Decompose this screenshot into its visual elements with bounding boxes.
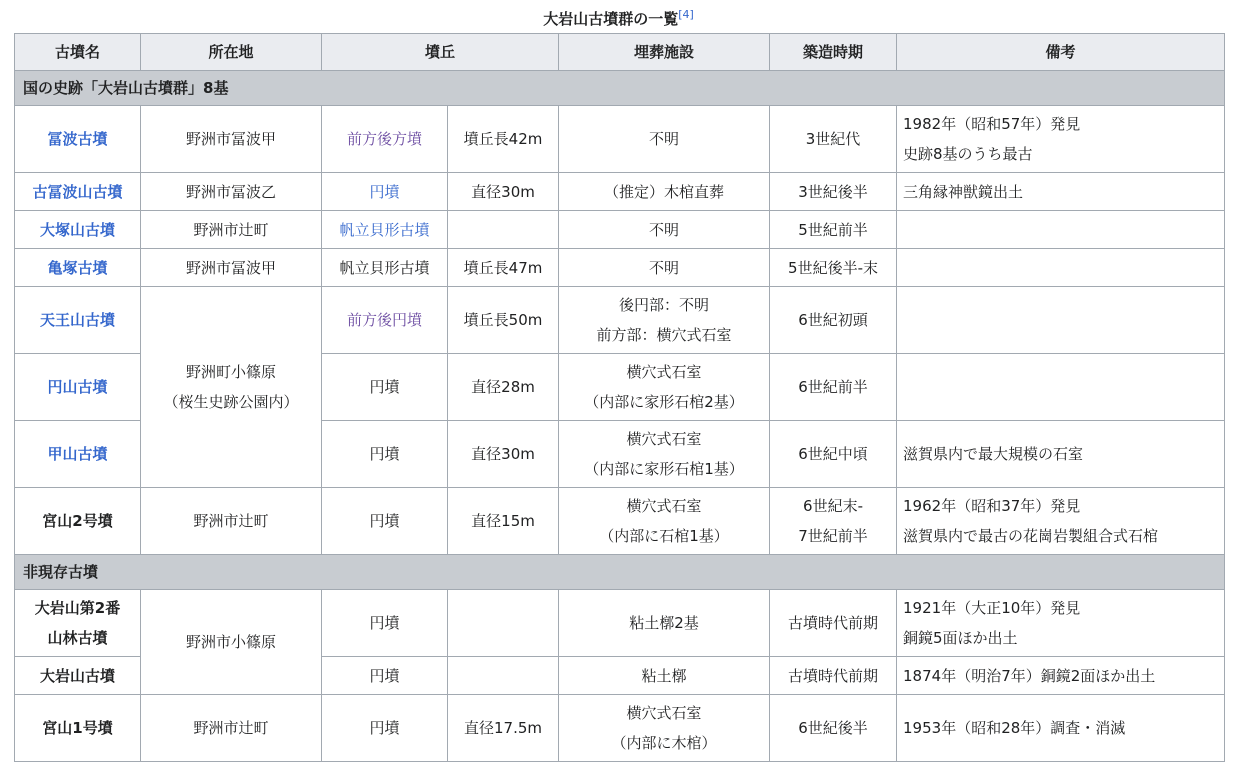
kofun-name-cell (15, 249, 141, 287)
period-cell: 6世紀後半 (770, 695, 897, 762)
col-header-burial: 埋葬施設 (559, 34, 770, 71)
kofun-name-link[interactable]: 古冨波山古墳 (32, 182, 123, 201)
size-cell (448, 211, 559, 249)
kofun-name-link[interactable]: 天王山古墳 (39, 311, 115, 329)
burial-line: （内部に石棺1基） (599, 527, 729, 545)
size-cell: 直径30m (448, 173, 559, 211)
kofun-name-line: 山林古墳 (47, 629, 108, 647)
burial-line: 横穴式石室 (626, 363, 702, 381)
shape-cell (322, 173, 448, 211)
burial-cell (559, 421, 770, 488)
location-cell (141, 287, 322, 488)
kofun-name-cell (15, 421, 141, 488)
kofun-name-cell (15, 211, 141, 249)
shape-cell (322, 211, 448, 249)
reference-link[interactable]: [4] (678, 8, 694, 21)
location-cell: 野洲市冨波甲 (141, 106, 322, 173)
burial-cell: 不明 (559, 211, 770, 249)
section-title: 国の史跡「大岩山古墳群」8基 (15, 71, 1225, 106)
kofun-name-cell (15, 354, 141, 421)
col-header-name: 古墳名 (15, 34, 141, 71)
burial-line: 横穴式石室 (626, 704, 702, 722)
notes-cell (897, 287, 1225, 354)
caption-title: 大岩山古墳群の一覧 (543, 10, 679, 28)
notes-line: 史跡8基のうち最古 (903, 145, 1033, 163)
burial-cell: 粘土槨2基 (559, 590, 770, 657)
notes-cell: 1953年（昭和28年）調査・消滅 (897, 695, 1225, 762)
kofun-name-link[interactable]: 大塚山古墳 (39, 220, 115, 239)
location-line: （桜生史跡公園内） (163, 393, 299, 411)
period-cell: 古墳時代前期 (770, 590, 897, 657)
table-caption (0, 3, 1237, 31)
kofun-table (14, 33, 1225, 762)
burial-line: 横穴式石室 (626, 497, 702, 515)
burial-cell (559, 287, 770, 354)
kofun-name-cell: 宮山2号墳 (15, 488, 141, 555)
burial-line: （内部に家形石棺1基） (584, 460, 744, 478)
notes-cell (897, 211, 1225, 249)
burial-line: （内部に木棺） (611, 734, 717, 752)
size-cell: 墳丘長47m (448, 249, 559, 287)
period-cell: 5世紀後半-末 (770, 249, 897, 287)
header-row (15, 34, 1225, 71)
kofun-name-cell (15, 106, 141, 173)
notes-cell (897, 106, 1225, 173)
burial-line: 横穴式石室 (626, 430, 702, 448)
kofun-name-cell: 宮山1号墳 (15, 695, 141, 762)
size-cell: 墳丘長50m (448, 287, 559, 354)
col-header-period: 築造時期 (770, 34, 897, 71)
notes-line: 滋賀県内で最古の花崗岩製組合式石棺 (903, 527, 1159, 545)
table-row (15, 173, 1225, 211)
location-cell: 野洲市辻町 (141, 695, 322, 762)
size-cell: 直径17.5m (448, 695, 559, 762)
table-row (15, 287, 1225, 354)
section-row-national (15, 71, 1225, 106)
period-cell: 6世紀前半 (770, 354, 897, 421)
table-row (15, 590, 1225, 657)
table-row (15, 211, 1225, 249)
section-row-lost (15, 555, 1225, 590)
location-cell: 野洲市辻町 (141, 488, 322, 555)
section-title: 非現存古墳 (15, 555, 1225, 590)
location-cell: 野洲市小篠原 (141, 590, 322, 695)
burial-line: （内部に家形石棺2基） (584, 393, 744, 411)
kofun-name-link[interactable]: 冨波古墳 (47, 130, 108, 148)
shape-cell (322, 106, 448, 173)
burial-cell (559, 354, 770, 421)
location-cell: 野洲市辻町 (141, 211, 322, 249)
burial-cell: 不明 (559, 106, 770, 173)
burial-cell: 粘土槨 (559, 657, 770, 695)
period-line: 7世紀前半 (798, 527, 868, 545)
shape-cell: 円墳 (322, 354, 448, 421)
table-row (15, 695, 1225, 762)
notes-cell: 1874年（明治7年）銅鏡2面ほか出土 (897, 657, 1225, 695)
shape-cell: 円墳 (322, 421, 448, 488)
burial-line: 後円部：不明 (619, 296, 710, 314)
shape-link[interactable]: 帆立貝形古墳 (339, 220, 430, 239)
period-cell: 6世紀中頃 (770, 421, 897, 488)
col-header-notes: 備考 (897, 34, 1225, 71)
notes-cell (897, 249, 1225, 287)
notes-line: 1982年（昭和57年）発見 (903, 115, 1081, 133)
notes-cell: 滋賀県内で最大規模の石室 (897, 421, 1225, 488)
period-cell: 6世紀初頭 (770, 287, 897, 354)
location-cell: 野洲市冨波甲 (141, 249, 322, 287)
burial-cell: 不明 (559, 249, 770, 287)
kofun-name-link[interactable]: 円山古墳 (47, 378, 108, 396)
kofun-name-cell (15, 590, 141, 657)
period-cell: 3世紀代 (770, 106, 897, 173)
shape-cell: 円墳 (322, 488, 448, 555)
shape-cell: 円墳 (322, 590, 448, 657)
shape-link[interactable]: 円墳 (369, 182, 400, 201)
period-cell: 古墳時代前期 (770, 657, 897, 695)
burial-cell: （推定）木棺直葬 (559, 173, 770, 211)
period-line: 6世紀末- (803, 497, 863, 515)
notes-line: 銅鏡5面ほか出土 (903, 629, 1018, 647)
size-cell: 直径15m (448, 488, 559, 555)
size-cell: 直径30m (448, 421, 559, 488)
period-cell: 3世紀後半 (770, 173, 897, 211)
kofun-name-cell (15, 287, 141, 354)
location-line: 野洲町小篠原 (185, 363, 276, 381)
kofun-name-cell: 大岩山古墳 (15, 657, 141, 695)
table-row (15, 488, 1225, 555)
col-header-mound: 墳丘 (322, 34, 559, 71)
shape-cell: 円墳 (322, 695, 448, 762)
shape-cell: 円墳 (322, 657, 448, 695)
kofun-name-link[interactable]: 甲山古墳 (47, 445, 108, 463)
size-cell (448, 590, 559, 657)
table-row (15, 106, 1225, 173)
notes-cell (897, 488, 1225, 555)
kofun-name-line: 大岩山第2番 (34, 599, 121, 617)
col-header-location: 所在地 (141, 34, 322, 71)
shape-link[interactable]: 前方後方墳 (346, 130, 422, 148)
kofun-name-link[interactable]: 亀塚古墳 (47, 258, 108, 277)
location-cell: 野洲市冨波乙 (141, 173, 322, 211)
shape-link[interactable]: 前方後円墳 (346, 311, 422, 329)
kofun-name-cell (15, 173, 141, 211)
size-cell: 墳丘長42m (448, 106, 559, 173)
notes-line: 1921年（大正10年）発見 (903, 599, 1081, 617)
burial-cell (559, 488, 770, 555)
shape-cell: 帆立貝形古墳 (322, 249, 448, 287)
notes-cell (897, 590, 1225, 657)
size-cell: 直径28m (448, 354, 559, 421)
table-row (15, 249, 1225, 287)
notes-line: 1962年（昭和37年）発見 (903, 497, 1081, 515)
period-cell: 5世紀前半 (770, 211, 897, 249)
size-cell (448, 657, 559, 695)
burial-cell (559, 695, 770, 762)
burial-line: 前方部：横穴式石室 (596, 326, 732, 344)
shape-cell (322, 287, 448, 354)
notes-cell: 三角縁神獣鏡出土 (897, 173, 1225, 211)
period-cell (770, 488, 897, 555)
notes-cell (897, 354, 1225, 421)
